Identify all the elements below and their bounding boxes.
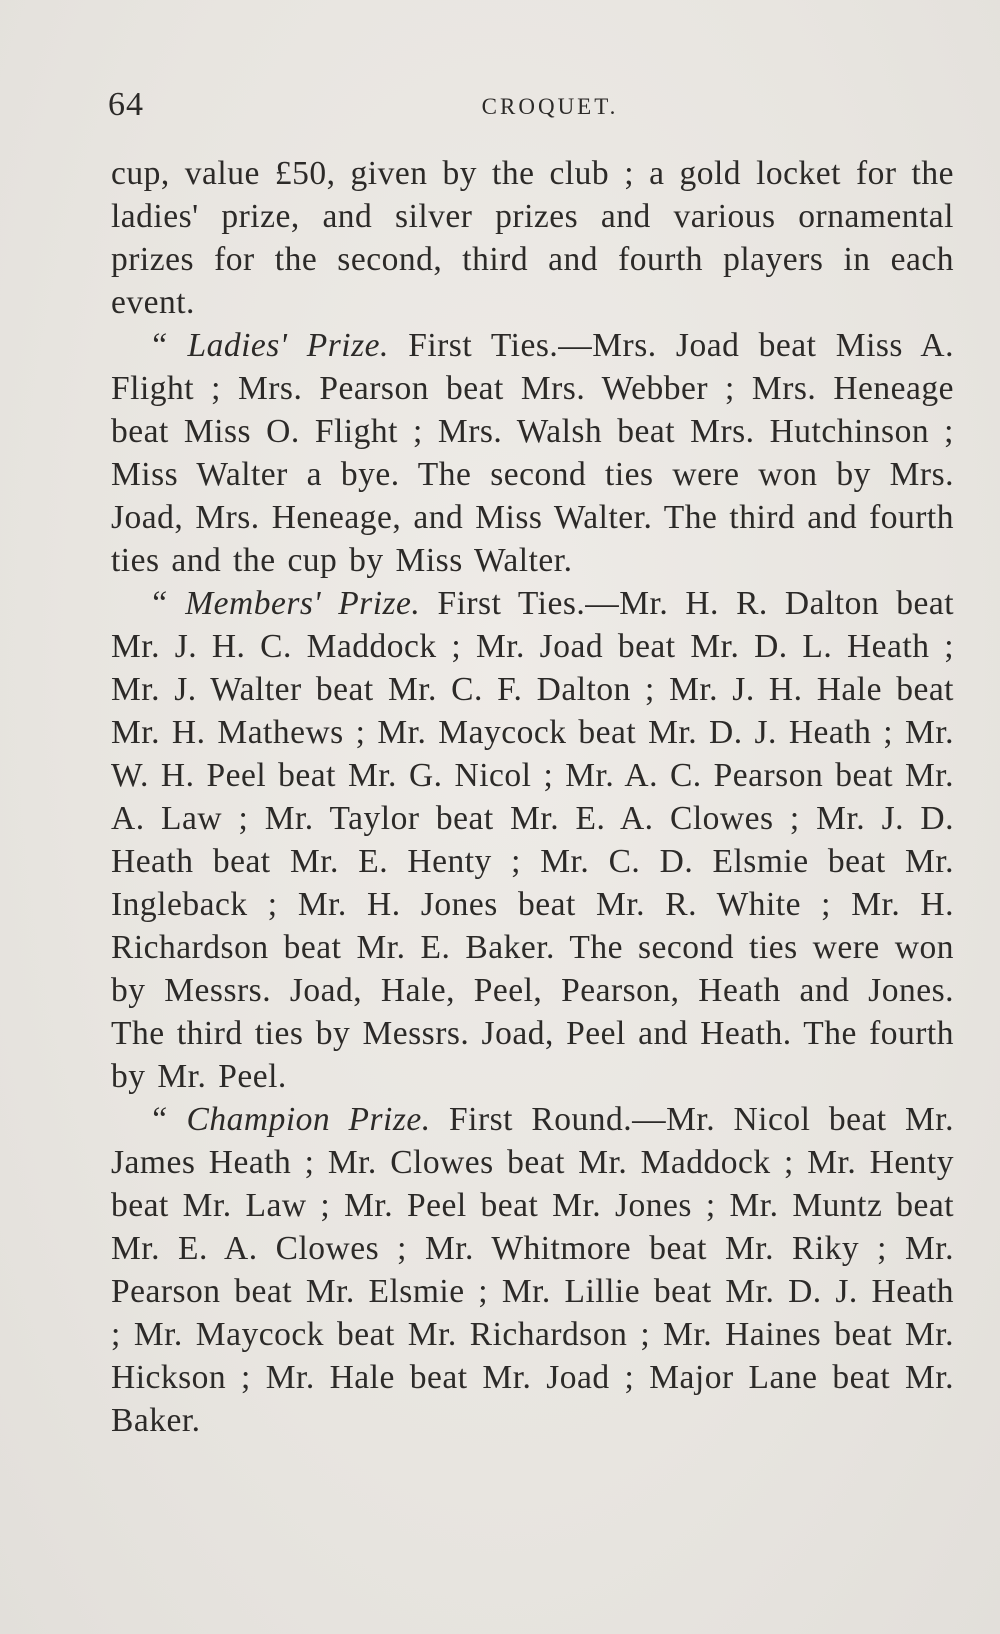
paragraph-ladies-prize <box>111 324 954 582</box>
paragraph-text: First Round.—Mr. Nicol beat Mr. James Heath ; Mr. Clowes beat Mr. Maddock ; Mr. Henty beat Mr. Law ; Mr. Peel beat Mr. Jones ; Mr. Muntz beat Mr. E. A. Clowes ; Mr. Whitmore beat Mr. Riky ; Mr. Pearson beat Mr. Elsmie ; Mr. Lillie beat Mr. D. J. Heath ; Mr. Maycock beat Mr. Richardson ; Mr. Haines beat Mr. Hickson ; Mr. Hale beat Mr. Joad ; Major Lane beat Mr. Baker. <box>111 1101 954 1439</box>
page-header <box>108 86 952 130</box>
paragraph-text: First Ties.—Mrs. Joad beat Miss A. Flight ; Mrs. Pearson beat Mrs. Webber ; Mrs. Heneage beat Miss O. Flight ; Mrs. Walsh beat Mrs. Hutchinson ; Miss Walter a bye. The second ties were won by Mrs. Joad, Mrs. Heneage, and Miss Walter. The third and fourth ties and the cup by Miss Walter. <box>111 327 954 579</box>
paragraph-champion-prize <box>111 1098 954 1442</box>
body-text <box>111 152 954 1442</box>
paragraph-continuation <box>111 152 954 324</box>
paragraph-heading: “ Members' Prize. <box>149 585 421 622</box>
paragraph-heading: “ Champion Prize. <box>149 1101 431 1138</box>
paragraph-heading: “ Ladies' Prize. <box>149 327 389 364</box>
running-head: CROQUET. <box>481 94 619 119</box>
paragraph-text: First Ties.—Mr. H. R. Dalton beat Mr. J. H. C. Maddock ; Mr. Joad beat Mr. D. L. Heath ; Mr. J. Walter beat Mr. C. F. Dalton ; Mr. J. H. Hale beat Mr. H. Mathews ; Mr. Maycock beat Mr. D. J. Heath ; Mr. W. H. Peel beat Mr. G. Nicol ; Mr. A. C. Pearson beat Mr. A. Law ; Mr. Taylor beat Mr. E. A. Clowes ; Mr. J. D. Heath beat Mr. E. Henty ; Mr. C. D. Elsmie beat Mr. Ingleback ; Mr. H. Jones beat Mr. R. White ; Mr. H. Richardson beat Mr. E. Baker. The second ties were won by Messrs. Joad, Hale, Peel, Pearson, Heath and Jones. The third ties by Messrs. Joad, Peel and Heath. The fourth by Mr. Peel. <box>111 585 955 1095</box>
paragraph-members-prize <box>111 582 954 1098</box>
page-number: 64 <box>108 86 144 123</box>
paragraph-text: cup, value £50, given by the club ; a gold locket for the ladies' prize, and silver prizes and various ornamental prizes for the second, third and fourth players in each event. <box>111 155 954 321</box>
